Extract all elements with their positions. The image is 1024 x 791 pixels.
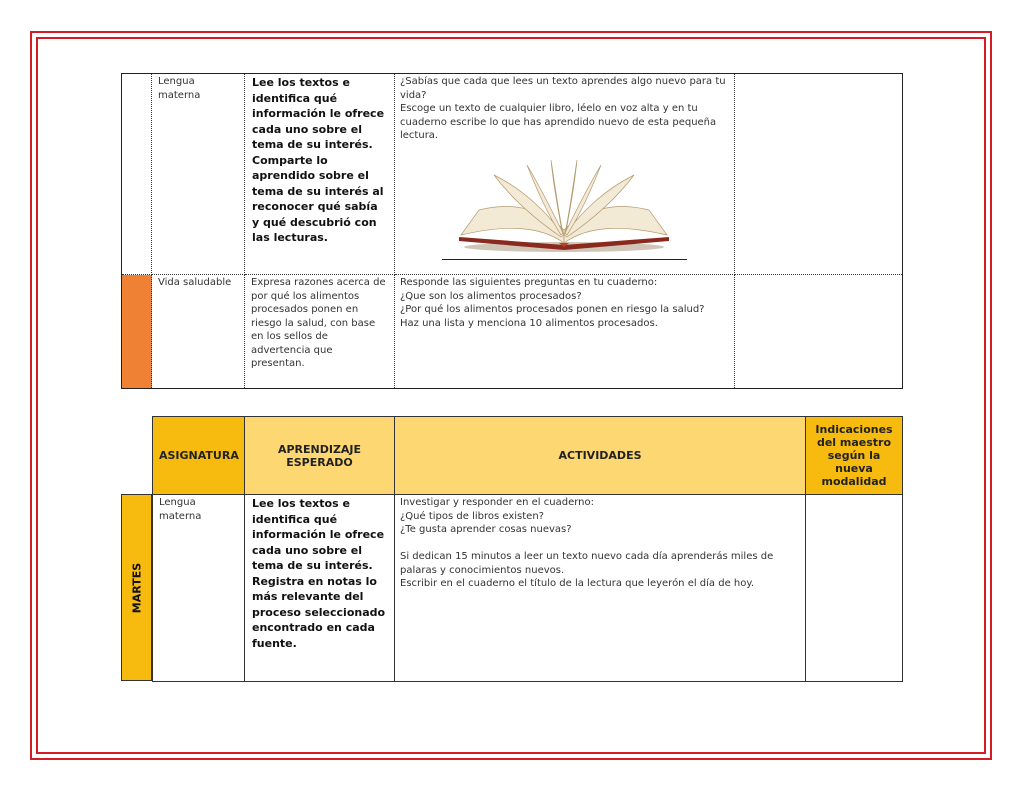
underline-divider [442,259,687,260]
learning-cell: Expresa razones acerca de por qué los alimentos procesados ponen en riesgo la salud, con base en los sellos de advertencia que presentan. [245,275,395,389]
notes-cell [806,495,903,682]
header-subject: ASIGNATURA [153,417,245,495]
activities-cell [395,74,735,275]
subject-cell: Vida saludable [152,275,245,389]
activity-line: ¿Qué tipos de libros existen? [400,510,544,522]
table-row [122,275,903,389]
notes-cell [735,275,903,389]
activity-line: Responde las siguientes preguntas en tu cuaderno: [400,277,658,288]
activity-line: ¿Que son los alimentos procesados? [400,290,582,302]
header-activities: ACTIVIDADES [395,417,806,495]
activity-line: Si dedican 15 minutos a leer un texto nuevo cada día aprenderás miles de palaras y conocimientos nuevos. [400,551,774,576]
activity-line: ¿Por qué los alimentos procesados ponen en riesgo la salud? [400,304,705,315]
activities-cell [395,275,735,389]
subject-cell: Lengua materna [152,74,245,275]
learning-cell: Lee los textos e identifica qué información le ofrece cada uno sobre el tema de su interés. Comparte lo aprendido sobre el tema de su interés al reconocer qué sabía y qué descubrió con las lecturas. [245,74,395,275]
header-learning: APRENDIZAJE ESPERADO [245,417,395,495]
activities-cell [395,495,806,682]
activity-line: ¿Sabías que cada que lees un texto aprendes algo nuevo para tu vida? [400,76,726,101]
activity-line: Escribir en el cuaderno el título de la lectura que leyerón el día de hoy. [400,578,755,589]
activity-line: Investigar y responder en el cuaderno: [400,497,594,508]
notes-cell [735,74,903,275]
activity-line: Escoge un texto de cualquier libro, léelo en voz alta y en tu cuaderno escribe lo que has aprendido nuevo de esta pequeña lectura. [400,103,717,141]
schedule-table-top [121,73,903,389]
blank-line [400,537,799,551]
activity-line: Haz una lista y menciona 10 alimentos procesados. [400,317,658,329]
day-cell-orange [122,275,152,389]
day-label-cell [121,494,152,681]
schedule-table-bottom [152,416,903,682]
table-row [122,74,903,275]
table-row [153,495,903,682]
table-header-row [153,417,903,495]
subject-cell: Lengua materna [153,495,245,682]
header-notes: Indicaciones del maestro según la nueva modalidad [806,417,903,495]
day-cell-empty [122,74,152,275]
open-book-illustration [449,155,679,255]
learning-cell: Lee los textos e identifica qué información le ofrece cada uno sobre el tema de su interés. Registra en notas lo más relevante del proceso seleccionado encontrado en cada fuente. [245,495,395,682]
day-label: MARTES [130,562,143,613]
activity-line: ¿Te gusta aprender cosas nuevas? [400,524,572,535]
